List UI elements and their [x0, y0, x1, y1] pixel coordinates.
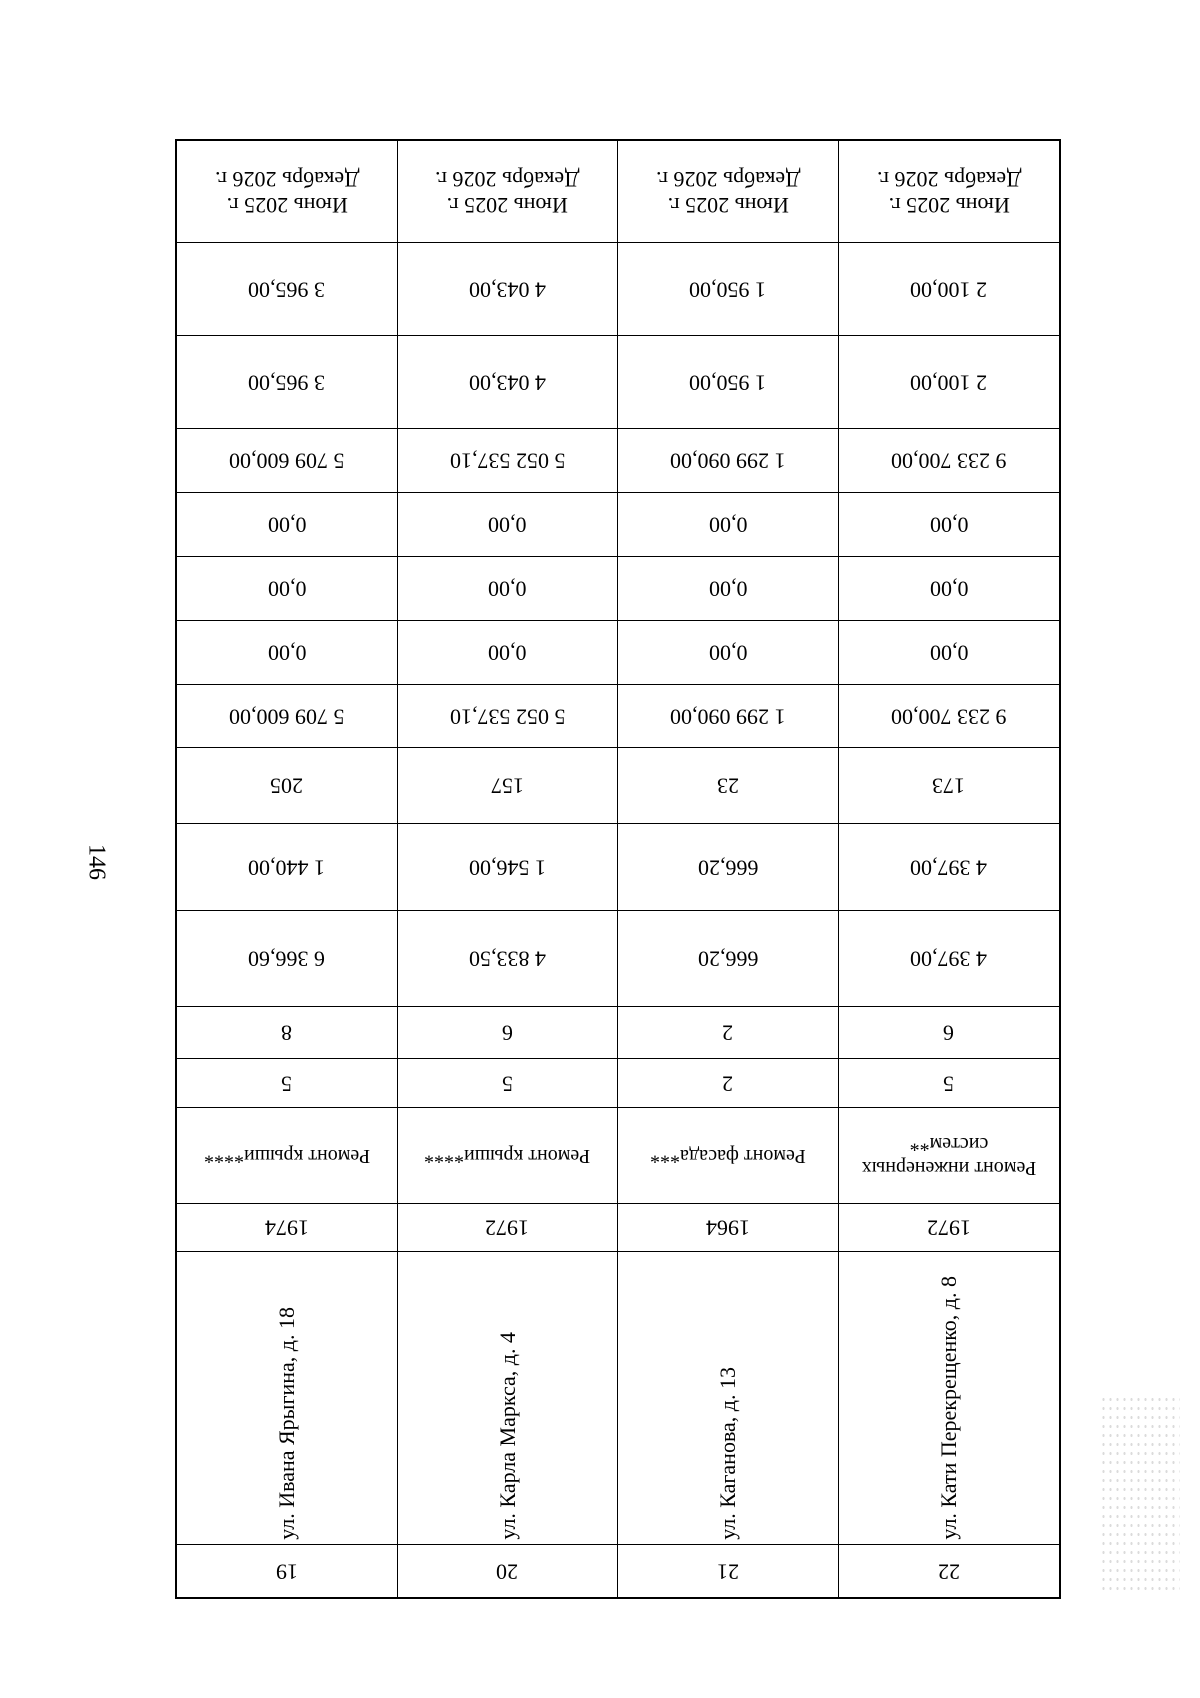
period-text	[215, 165, 359, 218]
period-cell	[618, 141, 839, 243]
residents-cell	[177, 748, 398, 824]
period-text	[656, 165, 800, 218]
fund-b-cell	[618, 557, 839, 621]
year-text: 1972	[485, 1215, 530, 1241]
scan-noise	[1100, 1395, 1180, 1595]
fund-c-text: 0,00	[929, 512, 968, 538]
area-total-cell	[177, 911, 398, 1007]
fund-owners-text: 9 233 700,00	[891, 448, 1007, 474]
work-type-text: Ремонт фасада***	[649, 1144, 806, 1167]
area-living-cell	[618, 824, 839, 911]
work-type-cell	[177, 1108, 398, 1204]
floors-text: 2	[722, 1071, 734, 1097]
repair-program-table	[175, 139, 1061, 1599]
unit-cost-text: 2 100,00	[910, 370, 988, 396]
cost-total-text: 9 233 700,00	[891, 704, 1007, 730]
fund-b-text: 0,00	[488, 576, 527, 602]
address-text: ул. Карла Маркса, д. 4	[494, 1332, 520, 1540]
area-total-text: 6 366,60	[248, 946, 326, 972]
unit-cost-cell	[618, 336, 839, 429]
row-number-cell	[618, 1545, 839, 1597]
fund-c-cell	[839, 493, 1060, 557]
area-total-text: 4 397,00	[910, 946, 988, 972]
cost-total-cell	[398, 685, 619, 748]
address-cell	[177, 1252, 398, 1545]
cost-total-text: 5 052 537,10	[449, 704, 565, 730]
fund-owners-cell	[839, 429, 1060, 493]
area-living-cell	[839, 824, 1060, 911]
residents-text: 157	[490, 773, 524, 799]
fund-b-text: 0,00	[929, 576, 968, 602]
address-cell	[618, 1252, 839, 1545]
period-cell	[398, 141, 619, 243]
area-total-cell	[618, 911, 839, 1007]
fund-owners-text: 5 052 537,10	[449, 448, 565, 474]
row-number-cell	[177, 1545, 398, 1597]
fund-c-cell	[177, 493, 398, 557]
row-number-cell	[839, 1545, 1060, 1597]
fund-b-cell	[398, 557, 619, 621]
fund-b-cell	[839, 557, 1060, 621]
period-cell	[839, 141, 1060, 243]
unit-cost-text: 4 043,00	[468, 370, 546, 396]
area-living-text: 1 546,00	[468, 855, 546, 881]
unit-cost-cell	[177, 336, 398, 429]
fund-a-cell	[618, 621, 839, 685]
fund-a-text: 0,00	[929, 640, 968, 666]
year-text: 1972	[926, 1215, 971, 1241]
fund-b-cell	[177, 557, 398, 621]
entrances-cell	[618, 1007, 839, 1059]
fund-c-cell	[398, 493, 619, 557]
fund-owners-text: 5 709 600,00	[229, 448, 345, 474]
unit-cost-max-cell	[839, 243, 1060, 336]
residents-cell	[839, 748, 1060, 824]
residents-text: 173	[932, 773, 966, 799]
year-cell	[177, 1204, 398, 1252]
entrances-cell	[839, 1007, 1060, 1059]
unit-cost-max-cell	[618, 243, 839, 336]
year-cell	[839, 1204, 1060, 1252]
row-number-cell	[398, 1545, 619, 1597]
address-text: ул. Ивана Ярыгина, д. 18	[274, 1307, 299, 1540]
address-cell	[839, 1252, 1060, 1545]
period-text	[435, 165, 579, 218]
address-cell	[398, 1252, 619, 1545]
floors-cell	[398, 1059, 619, 1108]
row-number-text: 22	[937, 1559, 960, 1585]
period-start: Июнь 2025 г.	[888, 192, 1010, 218]
cost-total-cell	[177, 685, 398, 748]
residents-cell	[618, 748, 839, 824]
period-start: Июнь 2025 г.	[667, 192, 789, 218]
period-text	[877, 165, 1021, 218]
fund-c-text: 0,00	[267, 512, 306, 538]
cost-total-text: 1 299 090,00	[670, 704, 786, 730]
area-total-text: 666,20	[697, 946, 758, 972]
fund-c-text: 0,00	[488, 512, 527, 538]
fund-b-text: 0,00	[708, 576, 747, 602]
period-end: Декабрь 2026 г.	[435, 166, 580, 192]
period-cell	[177, 141, 398, 243]
floors-text: 5	[281, 1071, 293, 1097]
entrances-text: 2	[722, 1020, 734, 1046]
fund-a-cell	[177, 621, 398, 685]
period-end: Декабрь 2026 г.	[214, 166, 359, 192]
area-living-cell	[177, 824, 398, 911]
row-number-text: 20	[496, 1559, 519, 1585]
page-number: 146	[83, 844, 110, 880]
area-total-text: 4 833,50	[468, 946, 546, 972]
year-text: 1974	[264, 1215, 309, 1241]
entrances-cell	[398, 1007, 619, 1059]
work-type-cell	[839, 1108, 1060, 1204]
floors-text: 5	[943, 1071, 955, 1097]
entrances-cell	[177, 1007, 398, 1059]
unit-cost-max-text: 1 950,00	[689, 277, 767, 303]
floors-cell	[177, 1059, 398, 1108]
period-end: Декабрь 2026 г.	[876, 166, 1021, 192]
row-number-text: 19	[275, 1559, 298, 1585]
address-text: ул. Каганова, д. 13	[715, 1367, 740, 1540]
entrances-text: 6	[943, 1020, 955, 1046]
cost-total-cell	[618, 685, 839, 748]
fund-a-text: 0,00	[708, 640, 747, 666]
area-total-cell	[398, 911, 619, 1007]
fund-a-text: 0,00	[488, 640, 527, 666]
work-type-cell	[398, 1108, 619, 1204]
unit-cost-cell	[839, 336, 1060, 429]
year-cell	[398, 1204, 619, 1252]
fund-c-text: 0,00	[708, 512, 747, 538]
area-living-cell	[398, 824, 619, 911]
row-number-text: 21	[716, 1559, 739, 1585]
fund-c-cell	[618, 493, 839, 557]
floors-text: 5	[501, 1071, 513, 1097]
unit-cost-max-cell	[177, 243, 398, 336]
unit-cost-max-cell	[398, 243, 619, 336]
unit-cost-text: 3 965,00	[248, 370, 326, 396]
cost-total-cell	[839, 685, 1060, 748]
floors-cell	[839, 1059, 1060, 1108]
fund-a-cell	[839, 621, 1060, 685]
work-type-text: Ремонт инженерных систем**	[861, 1132, 1036, 1179]
work-type-text: Ремонт крыши****	[424, 1144, 591, 1167]
work-type-cell	[618, 1108, 839, 1204]
fund-a-text: 0,00	[267, 640, 306, 666]
area-living-text: 666,20	[697, 855, 758, 881]
fund-owners-cell	[177, 429, 398, 493]
cost-total-text: 5 709 600,00	[229, 704, 345, 730]
area-total-cell	[839, 911, 1060, 1007]
residents-text: 23	[716, 773, 739, 799]
area-living-text: 4 397,00	[910, 855, 988, 881]
period-end: Декабрь 2026 г.	[655, 166, 800, 192]
year-text: 1964	[705, 1215, 750, 1241]
unit-cost-text: 1 950,00	[689, 370, 767, 396]
year-cell	[618, 1204, 839, 1252]
unit-cost-max-text: 4 043,00	[468, 277, 546, 303]
fund-owners-cell	[618, 429, 839, 493]
residents-cell	[398, 748, 619, 824]
area-living-text: 1 440,00	[248, 855, 326, 881]
fund-owners-text: 1 299 090,00	[670, 448, 786, 474]
floors-cell	[618, 1059, 839, 1108]
entrances-text: 8	[281, 1020, 293, 1046]
residents-text: 205	[270, 773, 304, 799]
entrances-text: 6	[501, 1020, 513, 1046]
unit-cost-max-text: 2 100,00	[910, 277, 988, 303]
period-start: Июнь 2025 г.	[446, 192, 568, 218]
fund-a-cell	[398, 621, 619, 685]
unit-cost-max-text: 3 965,00	[248, 277, 326, 303]
fund-owners-cell	[398, 429, 619, 493]
address-text: ул. Кати Перекрещенко, д. 8	[936, 1276, 961, 1540]
unit-cost-cell	[398, 336, 619, 429]
fund-b-text: 0,00	[267, 576, 306, 602]
work-type-text: Ремонт крыши****	[203, 1144, 370, 1167]
period-start: Июнь 2025 г.	[226, 192, 348, 218]
